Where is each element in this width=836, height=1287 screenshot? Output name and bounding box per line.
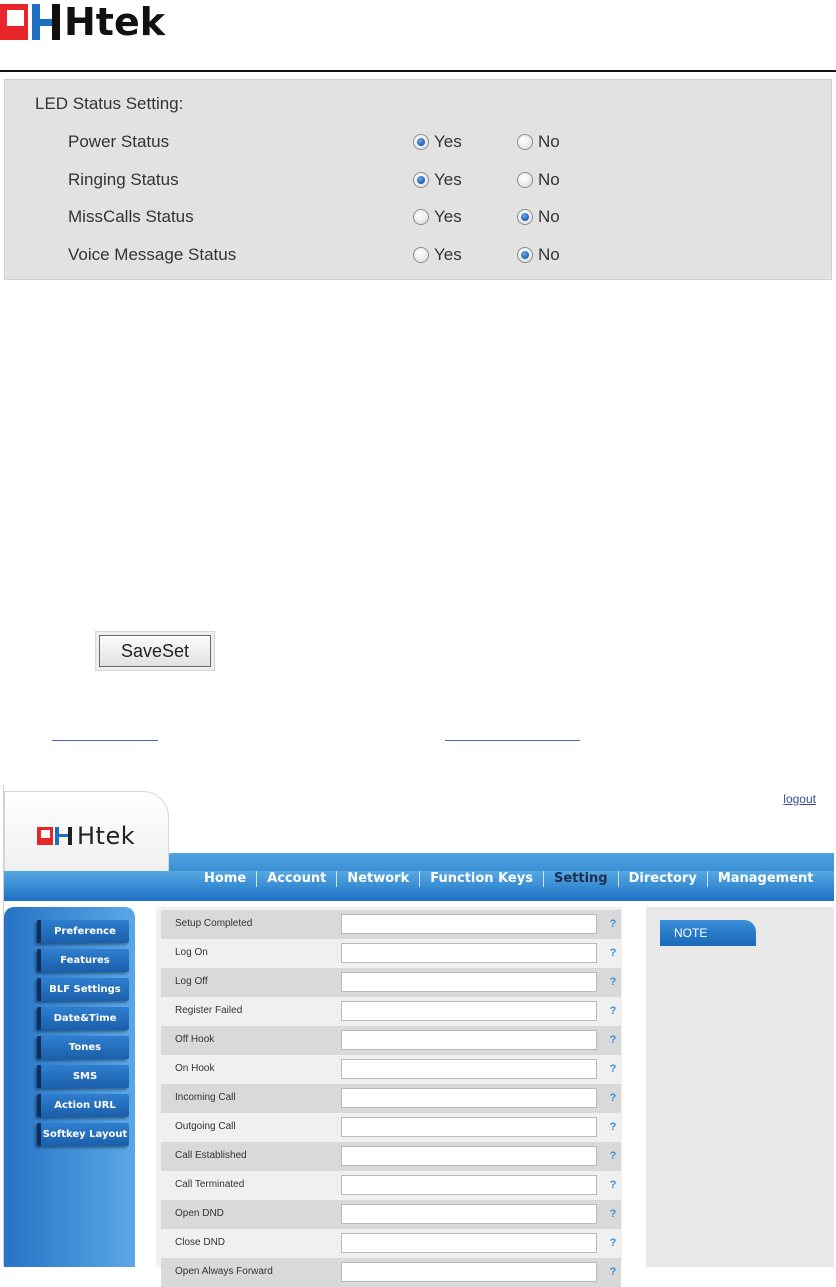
yes-option[interactable]: [413, 170, 462, 190]
help-icon[interactable]: ?: [609, 1063, 617, 1075]
form-row: [161, 1055, 621, 1084]
form-row: [161, 910, 621, 939]
help-icon[interactable]: ?: [609, 918, 617, 930]
action-url-input[interactable]: [341, 1262, 597, 1282]
nav-item-management[interactable]: Management: [717, 871, 814, 886]
nav-item-home[interactable]: Home: [204, 871, 247, 886]
form-row: [161, 1200, 621, 1229]
no-radio[interactable]: [517, 247, 533, 263]
no-label: No: [538, 207, 560, 226]
form-row: [161, 1142, 621, 1171]
yes-radio[interactable]: [413, 247, 429, 263]
action-url-input[interactable]: [341, 943, 597, 963]
sidebar-item-softkey-layout[interactable]: Softkey Layout: [37, 1123, 129, 1146]
htek-logo: [0, 2, 165, 42]
form-row: [161, 939, 621, 968]
help-icon[interactable]: ?: [609, 1034, 617, 1046]
led-row-label: Ringing Status: [68, 169, 179, 189]
nav-item-network[interactable]: Network: [347, 871, 410, 886]
form-row-label: Call Established: [175, 1150, 247, 1161]
webui-logo: [37, 822, 135, 850]
yes-option[interactable]: [413, 245, 462, 265]
yes-radio[interactable]: [413, 209, 429, 225]
form-row-label: Register Failed: [175, 1005, 243, 1016]
action-url-input[interactable]: [341, 1146, 597, 1166]
form-row: [161, 1026, 621, 1055]
no-option[interactable]: [517, 170, 560, 190]
form-row: [161, 1258, 621, 1287]
no-option[interactable]: [517, 132, 560, 152]
logo-text: Htek: [64, 0, 166, 44]
led-row-label: Voice Message Status: [68, 244, 237, 264]
sidebar-item-date-time[interactable]: Date&Time: [37, 1007, 129, 1030]
form-row-label: Off Hook: [175, 1034, 215, 1045]
led-row: [5, 203, 831, 233]
help-icon[interactable]: ?: [609, 1179, 617, 1191]
link-underline[interactable]: [52, 740, 158, 741]
no-label: No: [538, 132, 560, 151]
nav-item-function-keys[interactable]: Function Keys: [430, 871, 533, 886]
nav-item-directory[interactable]: Directory: [628, 871, 697, 886]
help-icon[interactable]: ?: [609, 1005, 617, 1017]
htek-logo-mark-icon: [0, 2, 62, 42]
yes-option[interactable]: [413, 207, 462, 227]
action-url-input[interactable]: [341, 1088, 597, 1108]
sidebar-item-features[interactable]: Features: [37, 949, 129, 972]
form-row-label: On Hook: [175, 1063, 215, 1074]
no-option[interactable]: [517, 207, 560, 227]
led-status-panel: [4, 79, 832, 280]
help-icon[interactable]: ?: [609, 976, 617, 988]
no-option[interactable]: [517, 245, 560, 265]
sidebar-item-tones[interactable]: Tones: [37, 1036, 129, 1059]
help-icon[interactable]: ?: [609, 1092, 617, 1104]
led-status-title: LED Status Setting:: [35, 94, 184, 113]
yes-label: Yes: [434, 244, 462, 264]
no-radio[interactable]: [517, 209, 533, 225]
action-url-input[interactable]: [341, 914, 597, 934]
no-radio[interactable]: [517, 172, 533, 188]
form-row: [161, 1171, 621, 1200]
main-nav: [194, 865, 824, 893]
led-row-label: MissCalls Status: [68, 207, 194, 226]
form-row: [161, 997, 621, 1026]
yes-label: Yes: [434, 207, 462, 226]
nav-item-account[interactable]: Account: [267, 871, 327, 886]
no-label: No: [538, 169, 560, 189]
action-url-input[interactable]: [341, 1117, 597, 1137]
action-url-input[interactable]: [341, 1204, 597, 1224]
form-row-label: Outgoing Call: [175, 1121, 236, 1132]
help-icon[interactable]: ?: [609, 1237, 617, 1249]
action-url-input[interactable]: [341, 1233, 597, 1253]
led-row: [5, 128, 831, 158]
webui-screenshot: [3, 785, 833, 1278]
nav-item-setting[interactable]: Setting: [553, 871, 608, 886]
yes-radio[interactable]: [413, 172, 429, 188]
logo-tab: [4, 791, 169, 871]
no-label: No: [538, 244, 560, 264]
logo-text: Htek: [77, 822, 136, 850]
help-icon[interactable]: ?: [609, 947, 617, 959]
help-icon[interactable]: ?: [609, 1208, 617, 1220]
help-icon[interactable]: ?: [609, 1121, 617, 1133]
saveset-button[interactable]: SaveSet: [99, 635, 211, 667]
logout-link[interactable]: logout: [783, 792, 816, 806]
sidebar: [4, 907, 135, 1267]
form-row-label: Incoming Call: [175, 1092, 236, 1103]
link-underline[interactable]: [445, 740, 580, 741]
action-url-form: [156, 907, 622, 1278]
action-url-input[interactable]: [341, 1030, 597, 1050]
saveset-container: [95, 631, 215, 671]
yes-label: Yes: [434, 169, 462, 189]
form-row-label: Log On: [175, 947, 208, 958]
htek-logo-mark-icon: [37, 825, 75, 847]
sidebar-item-preference[interactable]: Preference: [37, 920, 129, 943]
form-row: [161, 1229, 621, 1258]
form-row: [161, 968, 621, 997]
action-url-input[interactable]: [341, 1001, 597, 1021]
led-row: [5, 241, 831, 271]
no-radio[interactable]: [517, 134, 533, 150]
led-row-label: Power Status: [68, 132, 170, 151]
sidebar-item-blf-settings[interactable]: BLF Settings: [37, 978, 129, 1001]
sidebar-item-action-url[interactable]: Action URL: [37, 1094, 129, 1117]
form-row-label: Call Terminated: [175, 1179, 245, 1190]
divider: [0, 70, 836, 72]
form-row-label: Setup Completed: [175, 918, 253, 929]
help-icon[interactable]: ?: [609, 1150, 617, 1162]
webui-header: [4, 785, 834, 901]
form-row-label: Open DND: [175, 1208, 224, 1219]
action-url-input[interactable]: [341, 972, 597, 992]
form-row-label: Close DND: [175, 1237, 226, 1248]
yes-option[interactable]: [413, 132, 462, 152]
note-panel: [646, 907, 834, 1267]
note-tab: NOTE: [660, 920, 756, 946]
sidebar-item-sms[interactable]: SMS: [37, 1065, 129, 1088]
action-url-input[interactable]: [341, 1175, 597, 1195]
form-row-label: Open Always Forward: [175, 1266, 273, 1277]
yes-radio[interactable]: [413, 134, 429, 150]
form-row: [161, 1113, 621, 1142]
help-icon[interactable]: ?: [609, 1266, 617, 1278]
led-row: [5, 166, 831, 196]
action-url-input[interactable]: [341, 1059, 597, 1079]
form-row-label: Log Off: [175, 976, 208, 987]
yes-label: Yes: [434, 132, 462, 151]
form-row: [161, 1084, 621, 1113]
